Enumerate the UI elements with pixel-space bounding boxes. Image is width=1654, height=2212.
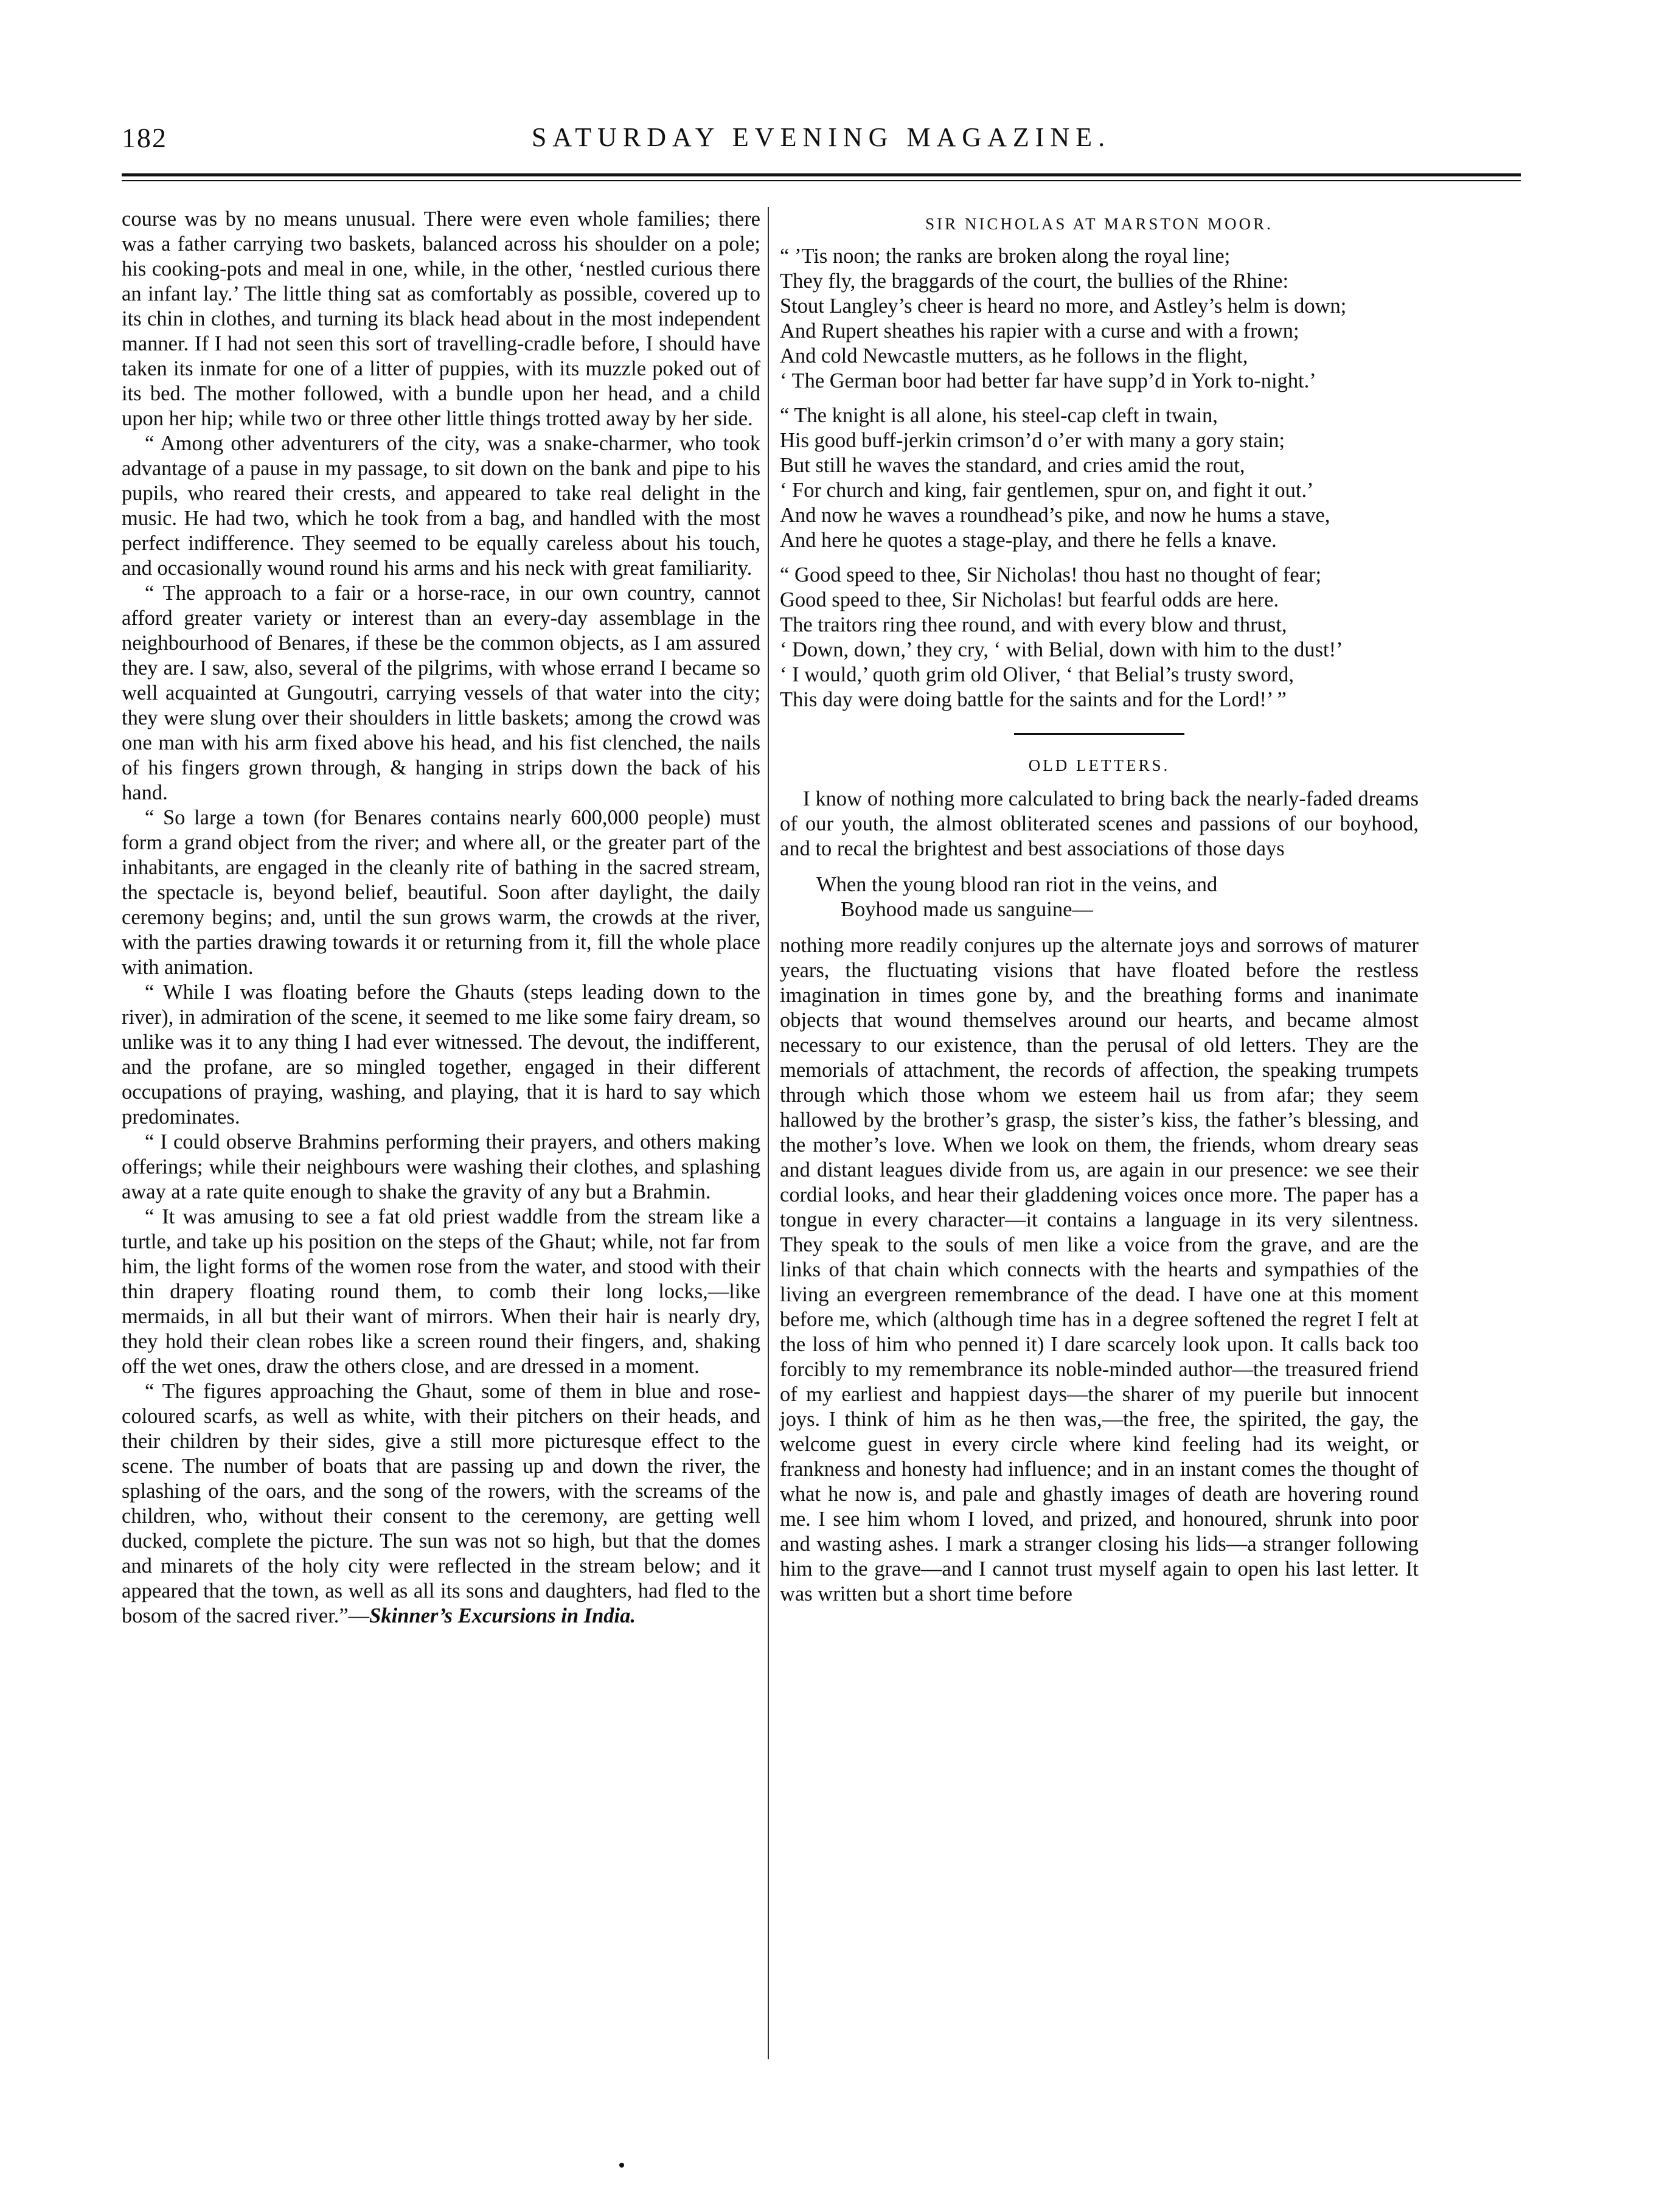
quote-line: Boyhood made us sanguine— [841, 898, 1093, 921]
page-number: 182 [122, 122, 167, 153]
verse-line: But still he waves the standard, and cries amid the rout, [780, 454, 1245, 477]
column-divider [768, 207, 769, 2059]
verse-line: And cold Newcastle mutters, as he follows in the flight, [780, 344, 1248, 367]
verse-line: Good speed to thee, Sir Nicholas! but fearful odds are here. [780, 588, 1279, 611]
page-mark [619, 2163, 624, 2168]
poem-stanza [780, 244, 1419, 394]
verse-line: This day were doing battle for the saints and for the Lord!’ ” [780, 688, 1287, 711]
poem-stanza [780, 563, 1419, 712]
paragraph: “ The approach to a fair or a horse-race, in our own country, cannot afford greater variety or interest than an every-day assemblage in the neighbourhood of Benares, if these be the common objects, as I am assured they are. I saw, also, several of the pilgrims, with whose errand I became so well acquainted at Gungoutri, carrying vessels of that water into the city; they were slung over their shoulders in little baskets; among the crowd was one man with his arm fixed above his head, and his fist clenched, the nails of his fingers grown through, & hanging in strips down the back of his hand. [122, 582, 760, 804]
verse-line: “ The knight is all alone, his steel-cap cleft in twain, [780, 404, 1218, 427]
verse-line: And Rupert sheathes his rapier with a curse and with a frown; [780, 319, 1299, 343]
article-intro: I know of nothing more calculated to bring back the nearly-faded dreams of our youth, the almost obliterated scenes and passions of our boyhood, and to recal the brightest and best associations of those days [780, 787, 1419, 860]
header-rule-thin [122, 180, 1521, 181]
paragraph: course was by no means unusual. There were even whole families; there was a father carrying two baskets, balanced across his shoulder on a pole; his cooking-pots and meal in one, while, in the other, ‘nestled curious there an infant lay.’ The little thing sat as comfortably as possible, covered up to its chin in clothes, and turning its black head about in the most independent manner. If I had not seen this sort of travelling-cradle before, I should have taken its inmate for one of a litter of puppies, with its muzzle poked out of its bed. The mother followed, with a bundle upon her head, and a child upon her hip; while two or three other little things trotted away by her side. [122, 207, 760, 430]
verse-line: ‘ I would,’ quoth grim old Oliver, ‘ that Belial’s trusty sword, [780, 663, 1294, 686]
paragraph-last [122, 1205, 760, 1379]
poem-title: SIR NICHOLAS AT MARSTON MOOR. [925, 215, 1273, 233]
verse-line: Stout Langley’s cheer is heard no more, and Astley’s helm is down; [780, 294, 1347, 318]
poem-stanza [780, 403, 1419, 553]
running-title: SATURDAY EVENING MAGAZINE. [531, 122, 1111, 152]
header-rule-thick [122, 173, 1521, 176]
paragraph: “ I could observe Brahmins performing their prayers, and others making offerings; while their neighbours were washing their clothes, and splashing away at a rate quite enough to shake the gravity of any but a Brahmin. [122, 1130, 760, 1203]
source-credit: Skinner’s Excursions in India. [369, 1604, 636, 1627]
article-title: OLD LETTERS. [1028, 756, 1170, 774]
paragraph: “ Among other adventurers of the city, was a snake-charmer, who took advantage of a pause in my passage, to sit down on the bank and pipe to his pupils, who reared their crests, and appeared to take real delight in the music. He had two, which he took from a bag, and handled with the most perfect indifference. They seemed to be equally careless about his touch, and occasionally wound round his arms and his neck with great familiarity. [122, 432, 760, 580]
verse-line: The traitors ring thee round, and with every blow and thrust, [780, 613, 1287, 636]
section-divider [1014, 733, 1184, 735]
paragraph-final [122, 1379, 760, 1629]
verse-line: They fly, the braggards of the court, the bullies of the Rhine: [780, 270, 1289, 293]
verse-line: And here he quotes a stage-play, and there he fells a knave. [780, 529, 1277, 552]
article-body: nothing more readily conjures up the alternate joys and sorrows of maturer years, the fluctuating visions that have floated before the restless imagination in times gone by, and the breathing forms and inanimate objects that wound themselves around our hearts, and became almost necessary to our existence, than the perusal of old letters. They are the memorials of attachment, the records of affection, the speaking trumpets through which those whom we esteem hail us from afar; they seem hallowed by the brother’s grasp, the sister’s kiss, the father’s blessing, and the mother’s love. When we look on them, the friends, whom dreary seas and distant leagues divide from us, are again in our presence: we see their cordial looks, and hear their gladdening voices once more. The paper has a tongue in every character—it contains a language in its very silentness. They speak to the souls of men like a voice from the grave, and are the links of that chain which connects with the hearts and sympathies of the living an evergreen remembrance of the dead. I have one at this moment before me, which (although time has in a degree softened the regret I felt at the loss of him who penned it) I dare scarcely look upon. It calls back too forcibly to my remembrance its noble-minded author—the treasured friend of my earliest and happiest days—the sharer of my puerile but innocent joys. I think of him as he then was,—the free, the spirited, the gay, the welcome guest in every circle where kind feeling had its weight, or frankness and honesty had influence; and in an instant comes the thought of what he now is, and pale and ghastly images of death are hovering round me. I see him whom I loved, and prized, and honoured, shrunk into poor and wasting ashes. I mark a stranger closing his lids—a stranger following him to the grave—and I cannot trust myself again to open his last letter. It was written but a short time before [780, 934, 1419, 1605]
verse-line: “ ’Tis noon; the ranks are broken along the royal line; [780, 245, 1231, 268]
page-header [122, 122, 1521, 158]
verse-line: ‘ For church and king, fair gentlemen, spur on, and fight it out.’ [780, 479, 1314, 502]
verse-line: And now he waves a roundhead’s pike, and now he hums a stave, [780, 504, 1330, 527]
verse-line: ‘ Down, down,’ they cry, ‘ with Belial, down with him to the dust!’ [780, 638, 1343, 661]
verse-line: His good buff-jerkin crimson’d o’er with many a gory stain; [780, 429, 1285, 452]
paragraph-text: “ The figures approaching the Ghaut, some of them in blue and rose-coloured scarfs, as well as white, with their pitchers on their heads, and their children by their sides, give a still more picturesque effect to the scene. The number of boats that are passing up and down the river, the splashing of the oars, and the song of the rowers, with the screams of the children, who, without their consent to the ceremony, are getting well ducked, complete the picture. The sun was not so high, but that the domes and minarets of the holy city were reflected in the stream below; and it appeared that the town, as well as all its sons and daughters, had fled to the bosom of the sacred river.”— [122, 1380, 760, 1627]
verse-line: “ Good speed to thee, Sir Nicholas! thou hast no thought of fear; [780, 563, 1322, 586]
inset-quote [816, 872, 1419, 922]
paragraph: “ While I was floating before the Ghauts (steps leading down to the river), in admiration of the scene, it seemed to me like some fairy dream, so unlike was it to any thing I had ever witnessed. The devout, the indifferent, and the profane, are so mingled together, engaged in their different occupations of praying, washing, and playing, that it is hard to say which predominates. [122, 981, 760, 1129]
verse-line: ‘ The German boor had better far have supp’d in York to-night.’ [780, 369, 1316, 392]
left-column [122, 207, 760, 1629]
right-column [780, 207, 1419, 1607]
paragraph-text: “ It was amusing to see a fat old priest waddle from the stream like a turtle, and take up his position on the steps of the Ghaut; while, not far from him, the light forms of the women rose from the water, and stood with their thin drapery floating round them, to comb their long locks,—like mermaids, in all but their want of mirrors. When their hair is nearly dry, they hold their clean robes like a screen round their fingers, and, shaking off the wet ones, draw the others close, and are dressed in a moment. [122, 1205, 760, 1378]
quote-line: When the young blood ran riot in the veins, and [816, 873, 1218, 896]
paragraph: “ So large a town (for Benares contains nearly 600,000 people) must form a grand object from the river; and where all, or the greater part of the inhabitants, are engaged in the cleanly rite of bathing in the sacred stream, the spectacle is, beyond belief, beautiful. Soon after daylight, the daily ceremony begins; and, until the sun grows warm, the crowds at the river, with the parties drawing towards it or returning from it, fill the whole place with animation. [122, 806, 760, 979]
